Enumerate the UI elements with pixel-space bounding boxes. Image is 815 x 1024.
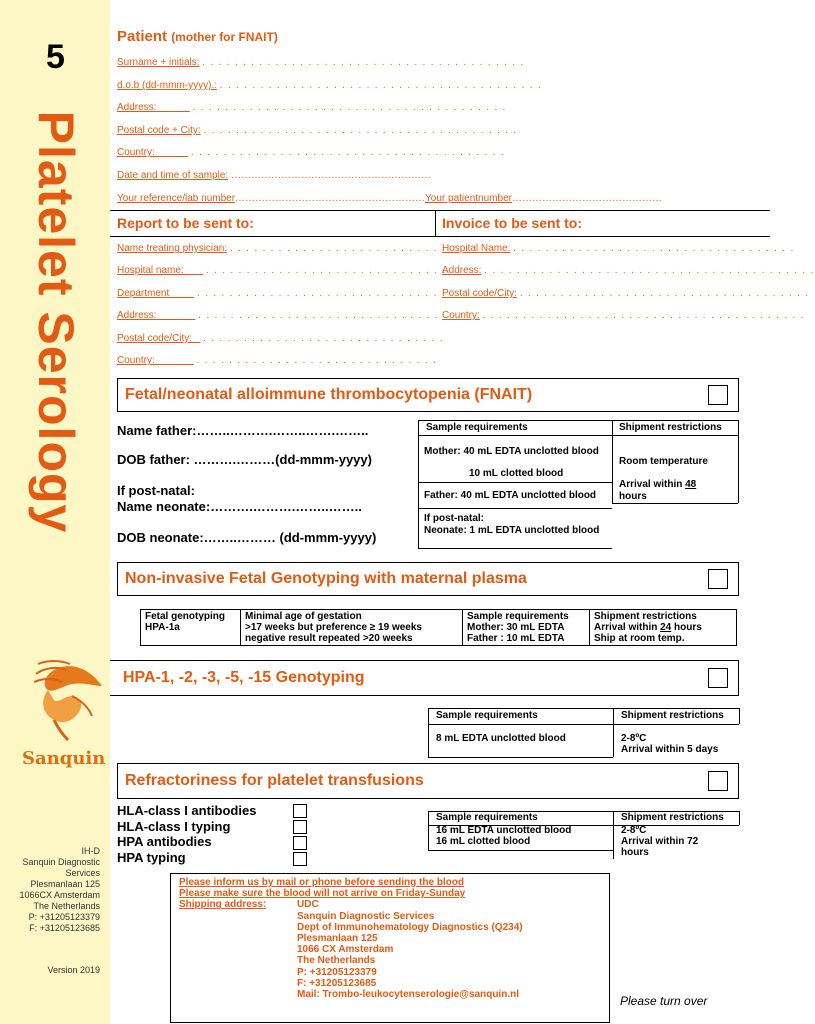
hpa-typing-checkbox[interactable] [293,852,307,866]
hpa-ship-line2: Arrival within 5 days [621,744,719,755]
hpa-ship-line1: 2-8ºC [621,733,647,744]
refr-sample-line1: 16 mL EDTA unclotted blood [436,825,572,836]
patient-title: Patient (mother for FNAIT) [117,28,278,45]
page-number: 5 [46,38,65,76]
fnait-checkbox[interactable] [708,385,728,405]
invoice-address-field[interactable]: Address: . . . . . . . . . . . . . . . . . . . . . . . . . . . . . . . . . . . . . . . . . [442,265,815,276]
hpa-ship-header: Shipment restrictions [621,710,724,721]
refr-checkbox[interactable] [708,771,728,791]
hpa-header: HPA-1, -2, -3, -5, -15 Genotyping [110,660,739,696]
refr-ship-header: Shipment restrictions [621,812,724,823]
refr-ship-line3: hours [621,847,649,858]
contact-email: Mail: Trombo-leukocytenserologie@sanquin.nl [297,989,520,1001]
hospital-name-field[interactable]: Hospital name: . . . . . . . . . . . . . . . . . . . . . . . . . . . . . . [117,265,447,276]
fnait-room-temp: Room temperature [619,456,708,467]
fnait-mother-sample: Mother: 40 mL EDTA unclotted blood [424,446,599,457]
refr-ship-line2: Arrival within 72 [621,836,699,847]
hpa-antibodies-checkbox[interactable] [293,836,307,850]
turn-over-note: Please turn over [620,994,708,1008]
physician-field[interactable]: Name treating physician: . . . . . . . . . . . . . . . . . . . . . . . . . . . [117,243,446,254]
refr-sample-line2: 16 mL clotted blood [436,836,531,847]
report-country-field[interactable]: Country: . . . . . . . . . . . . . . . . . . . . . . . . . . . . . . [117,355,438,366]
vertical-title: Platelet Serology [28,110,84,534]
department-field[interactable]: Department . . . . . . . . . . . . . . . . . . . . . . . . . . . . . . [117,288,438,299]
fnait-shipment-header: Shipment restrictions [619,422,722,433]
dob-father-field[interactable]: DOB father: ……….………(dd-mmm-yyyy) [117,452,372,467]
nifg-header: Non-invasive Fetal Genotyping with maternal plasma [117,562,739,596]
refr-ship-line1: 2-8ºC [621,825,647,836]
fnait-header: Fetal/neonatal alloimmune thrombocytopenia (FNAIT) [117,378,739,412]
refr-sample-header: Sample requirements [436,812,538,823]
patient-postal-field[interactable]: Postal code + City: . . . . . . . . . . . . . . . . . . . . . . . . . . . . . . . . . . . . . . . [117,125,518,136]
reference-field[interactable]: Your reference/lab number…………………………………………………Your patientnumber……………………………………… [117,193,662,204]
refr-item-hpa-antibodies: HPA antibodies [117,834,212,849]
invoice-hospital-field[interactable]: Hospital Name: . . . . . . . . . . . . . . . . . . . . . . . . . . . . . . . . . . . [442,243,795,254]
surname-field[interactable]: Surname + initials: . . . . . . . . . . . . . . . . . . . . . . . . . . . . . . . . . . . . . . . . [117,57,525,68]
refr-item-hla-typing: HLA-class I typing [117,819,231,834]
sidebar [0,0,110,1024]
patient-address-field[interactable]: Address: . . . . . . . . . . . . . . . . . . . . . . . . . . . . . . . . . . . . . . . [117,102,507,113]
shipping-info-box: Please inform us by mail or phone before sending the blood Please make sure the blood will not arrive on Friday-Sunday Shipping address: UDC Sanquin Diagnostic Services Dept of Immunohematology Diagnostics (Q234) Plesmanlaan 125 1066 CX Amsterdam The Netherlands P: +31205123379 F: +31205123685 Mail: Trombo-leukocytenserologie@sanquin.nl [170,873,610,1023]
dob-field[interactable]: d.o.b (dd-mmm-yyyy).: . . . . . . . . . . . . . . . . . . . . . . . . . . . . . . . . . . . . . . . . [117,80,542,91]
refr-item-hpa-typing: HPA typing [117,850,186,865]
name-neonate-field[interactable]: Name neonate:……….……….……..…….. [117,499,362,514]
invoice-title: Invoice to be sent to: [442,215,583,231]
fnait-arrival: Arrival within 48 hours [619,479,697,502]
refr-header: Refractoriness for platelet transfusions [117,763,739,799]
hpa-sample-header: Sample requirements [436,710,538,721]
patient-country-field[interactable]: Country: . . . . . . . . . . . . . . . . . . . . . . . . . . . . . . . . . . . . . . . [117,147,505,158]
name-father-field[interactable]: Name father:……..……….……..…….…….. [117,423,369,438]
version-label: Version 2019 [47,965,100,975]
fnait-sample-header: Sample requirements [426,422,528,433]
report-postal-field[interactable]: Postal code/City: . . . . . . . . . . . . . . . . . . . . . . . . . . . . . . [117,333,444,344]
invoice-country-field[interactable]: Country: . . . . . . . . . . . . . . . . . . . . . . . . . . . . . . . . . . . . . . . . [442,310,805,321]
sample-datetime-field[interactable]: Date and time of sample: …………………………………………………… [117,170,431,181]
hpa-sample-value: 8 mL EDTA unclotted blood [436,733,566,744]
fnait-father-sample: Father: 40 mL EDTA unclotted blood [424,490,597,501]
invoice-postal-field[interactable]: Postal code/City: . . . . . . . . . . . . . . . . . . . . . . . . . . . . . . . . . . . . [442,288,810,299]
post-natal-label: If post-natal: [117,483,195,498]
sidebar-address: IH-D Sanquin Diagnostic Services Plesmanlaan 125 1066CX Amsterdam The Netherlands P: +31205123379 F: +31205123685 [19,846,100,933]
hla-typing-checkbox[interactable] [293,820,307,834]
dob-neonate-field[interactable]: DOB neonate:……..……… (dd-mmm-yyyy) [117,530,377,545]
nifg-checkbox[interactable] [708,569,728,589]
hpa-checkbox[interactable] [708,668,728,688]
report-title: Report to be sent to: [117,215,254,231]
fnait-neonate-line2: Neonate: 1 mL EDTA unclotted blood [424,525,600,536]
brand-name: Sanquin [22,748,106,769]
nifg-table: Fetal genotyping HPA-1a Minimal age of gestation >17 weeks but preference ≥ 19 weeks negative result repeated >20 weeks Sample requirements Mother: 30 mL EDTA Father : 10 mL EDTA Shipment restrictions Arrival within 24 hours Ship at room temp. [140,609,737,646]
hla-antibodies-checkbox[interactable] [293,804,307,818]
pelican-logo-icon [32,656,104,742]
refr-item-hla-antibodies: HLA-class I antibodies [117,803,257,818]
fnait-neonate-line1: If post-natal: [424,513,484,524]
report-address-field[interactable]: Address: . . . . . . . . . . . . . . . . . . . . . . . . . . . . . . [117,310,439,321]
fnait-mother-clotted: 10 mL clotted blood [469,468,564,479]
